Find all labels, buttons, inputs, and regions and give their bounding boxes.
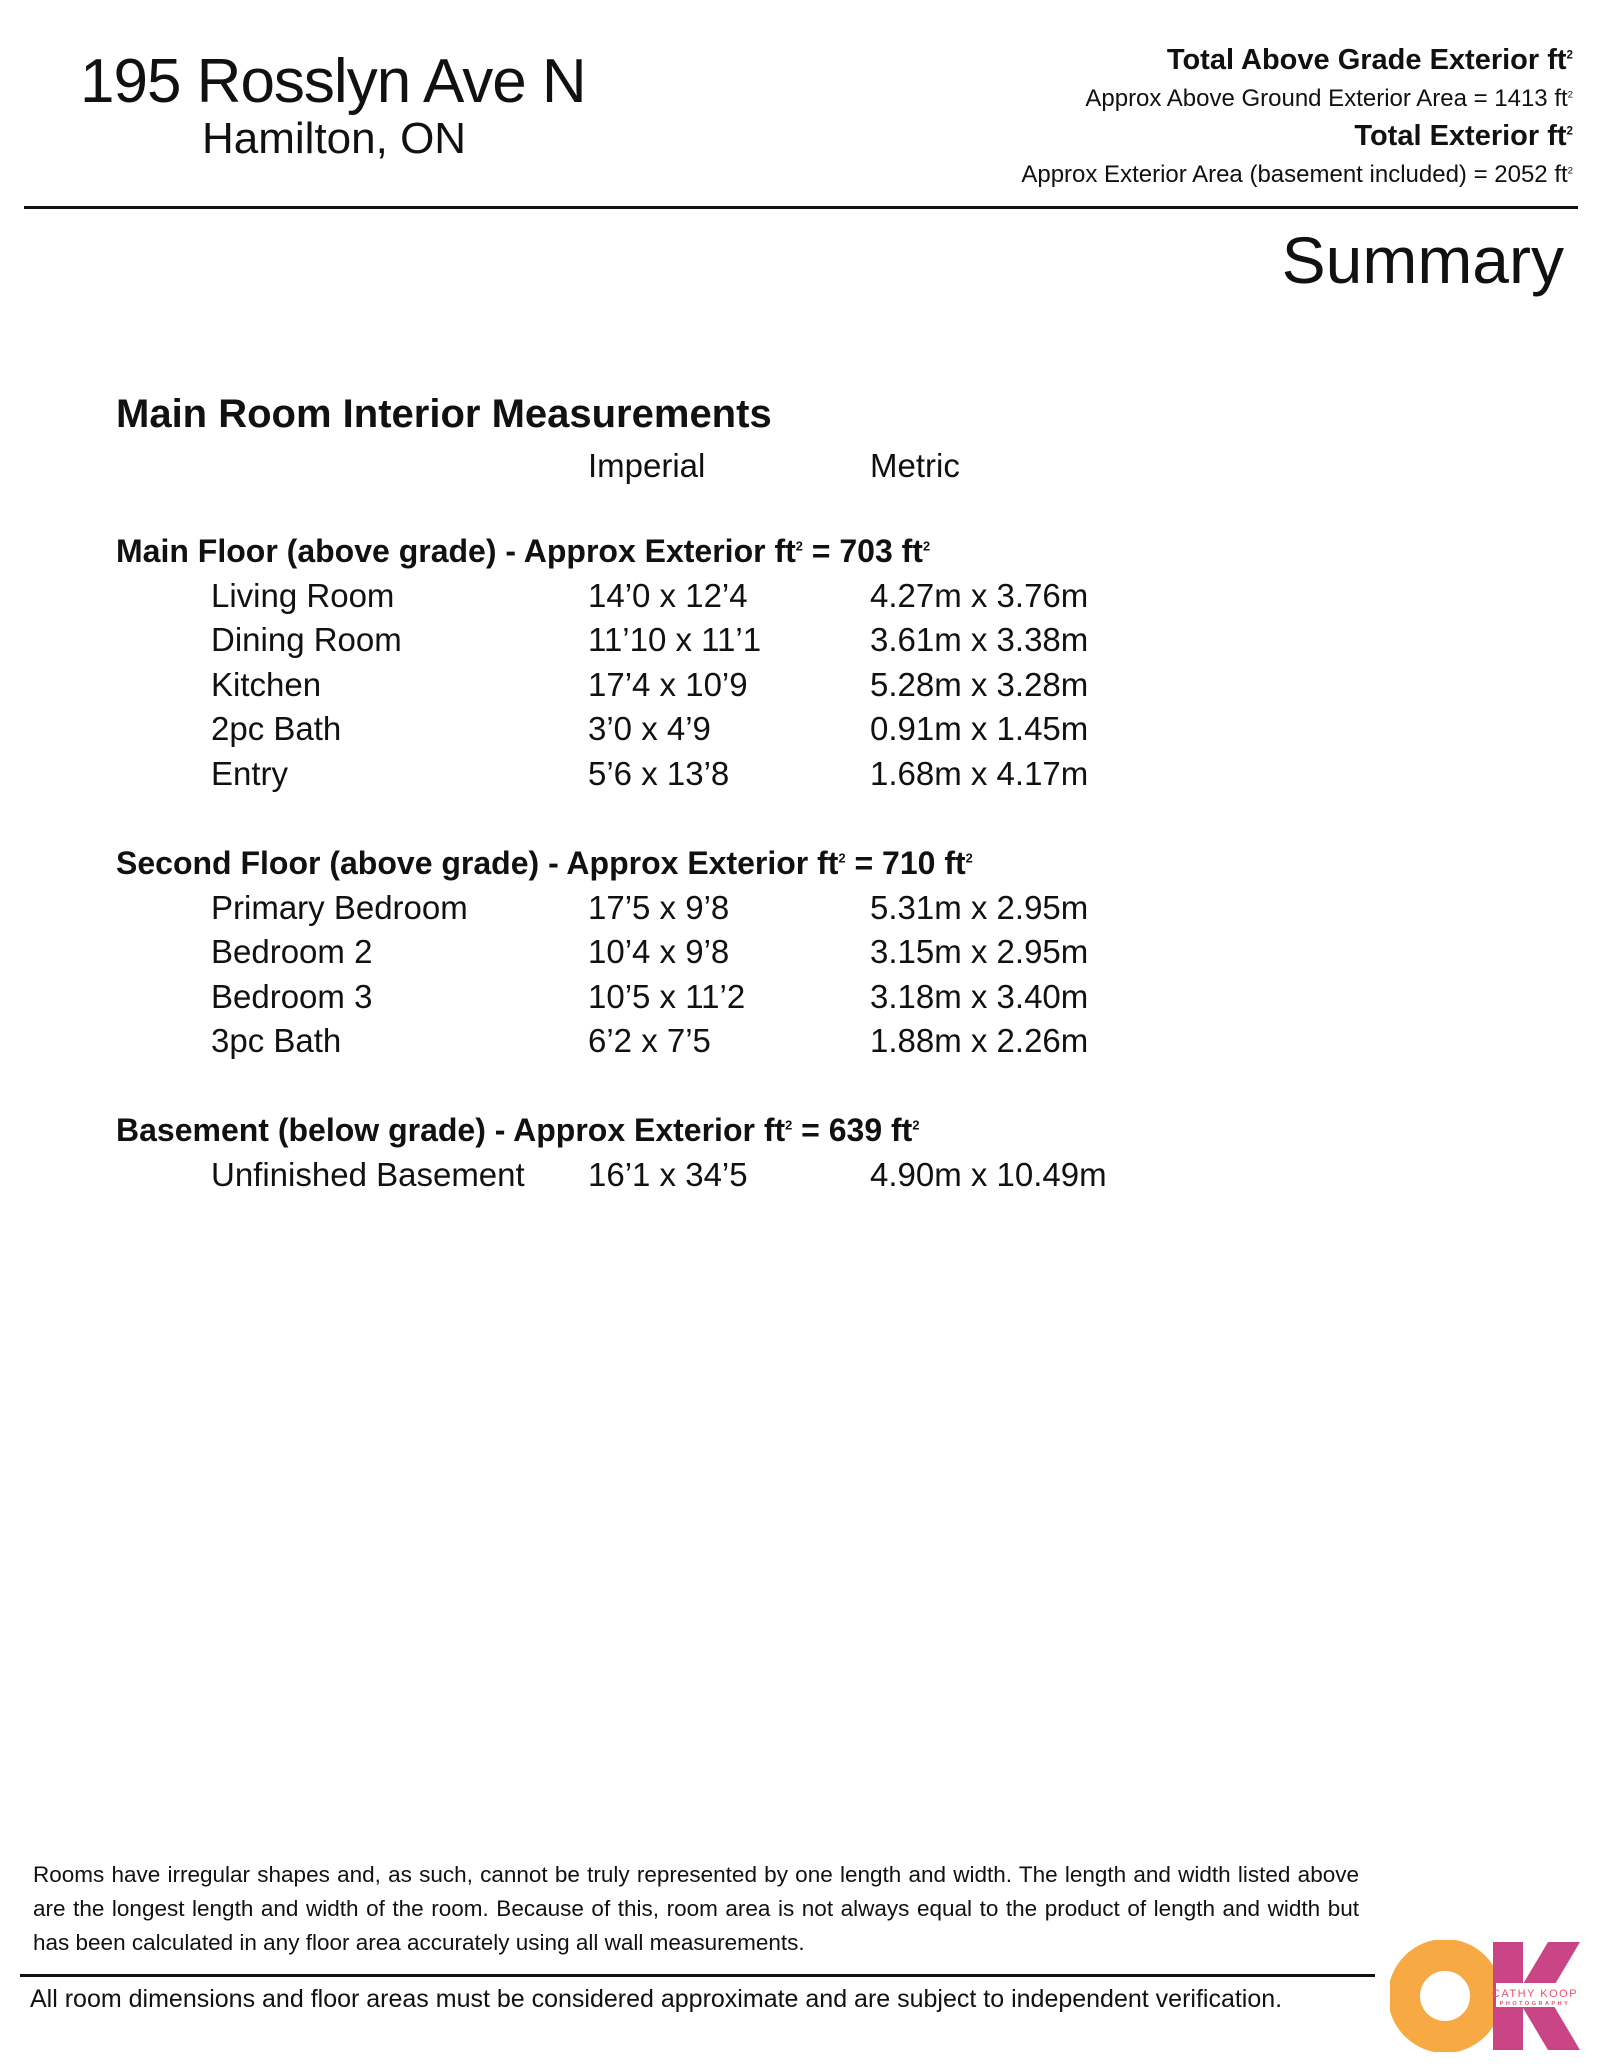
footer-divider bbox=[20, 1974, 1375, 1977]
header-divider bbox=[24, 206, 1578, 209]
section-heading: Basement (below grade) - Approx Exterior $ft^2 = 639$ $ft^2$ bbox=[116, 1112, 920, 1148]
room-metric: 4.90m x 10.49m bbox=[870, 1156, 1107, 1193]
room-name: Kitchen bbox=[211, 665, 322, 703]
address-line2: Hamilton, ON bbox=[202, 114, 467, 163]
page-title: Summary bbox=[1281, 223, 1564, 297]
above-grade-title: Total Above Grade Exterior $ft^2$ bbox=[1166, 44, 1573, 76]
room-metric: 1.88m x 2.26m bbox=[870, 1022, 1089, 1060]
logo-text-main: CATHY KOOP bbox=[1491, 1988, 1579, 2000]
room-metric: 5.28m x 3.28m bbox=[870, 665, 1089, 703]
logo-text-sub: PHOTOGRAPHY bbox=[1499, 2001, 1571, 2007]
room-metric: 3.15m x 2.95m bbox=[870, 933, 1089, 971]
measurements-heading: Main Room Interior Measurements bbox=[116, 392, 772, 436]
room-metric: 5.31m x 2.95m bbox=[870, 889, 1089, 926]
total-exterior-value: Approx Exterior Area (basement included) = 2052 $ft^2$ bbox=[1021, 161, 1573, 188]
room-imperial: 14’0 x 12’4 bbox=[588, 577, 748, 614]
room-name: Bedroom 3 bbox=[211, 977, 373, 1015]
room-name: Unfinished Basement bbox=[211, 1156, 525, 1193]
room-imperial: 5’6 x 13’8 bbox=[588, 754, 730, 792]
room-imperial: 10’4 x 9’8 bbox=[588, 933, 730, 971]
room-imperial: 17’5 x 9’8 bbox=[588, 889, 730, 926]
section-heading: Second Floor (above grade) - Approx Exterior $ft^2 = 710$ $ft^2$ bbox=[116, 845, 973, 881]
room-metric: 0.91m x 1.45m bbox=[870, 710, 1089, 748]
room-imperial: 10’5 x 11’2 bbox=[588, 977, 746, 1015]
room-name: Entry bbox=[211, 754, 289, 792]
room-name: Dining Room bbox=[211, 621, 402, 659]
room-metric: 4.27m x 3.76m bbox=[870, 577, 1089, 614]
room-name: Bedroom 2 bbox=[211, 933, 373, 971]
room-metric: 3.61m x 3.38m bbox=[870, 621, 1089, 659]
room-metric: 1.68m x 4.17m bbox=[870, 754, 1089, 792]
room-name: 2pc Bath bbox=[211, 710, 342, 748]
room-metric: 3.18m x 3.40m bbox=[870, 977, 1089, 1015]
address-line1: 195 Rosslyn Ave N bbox=[80, 47, 586, 116]
footer-disclaimer: All room dimensions and floor areas must be considered approximate and are subject to independent verification. bbox=[30, 1985, 1283, 2013]
column-header-metric: Metric bbox=[870, 447, 960, 484]
room-imperial: 6’2 x 7’5 bbox=[588, 1022, 711, 1060]
section-heading: Main Floor (above grade) - Approx Exterior $ft^2 = 703$ $ft^2$ bbox=[116, 533, 931, 569]
column-header-imperial: Imperial bbox=[588, 447, 706, 484]
room-name: 3pc Bath bbox=[211, 1022, 342, 1060]
room-imperial: 11’10 x 11’1 bbox=[588, 621, 762, 659]
room-imperial: 17’4 x 10’9 bbox=[588, 665, 748, 703]
room-name: Living Room bbox=[211, 577, 395, 614]
footer-note: Rooms have irregular shapes and, as such, cannot be truly represented by one length and width. The length and width listed above are the longest length and width of the room. Because of this, room area is not always equal to the product of length and width but has been calculated in any floor area accurately using all wall measurements. bbox=[33, 1862, 1359, 1955]
total-exterior-title: Total Exterior $ft^2$ bbox=[1354, 120, 1573, 152]
cathy-koop-logo bbox=[1390, 1940, 1590, 2052]
room-imperial: 3’0 x 4’9 bbox=[588, 710, 711, 748]
logo-o-shape bbox=[1404, 1955, 1486, 2037]
above-grade-value: Approx Above Ground Exterior Area = 1413 $ft^2$ bbox=[1085, 85, 1573, 112]
room-imperial: 16’1 x 34’5 bbox=[588, 1156, 748, 1193]
room-name: Primary Bedroom bbox=[211, 889, 468, 926]
